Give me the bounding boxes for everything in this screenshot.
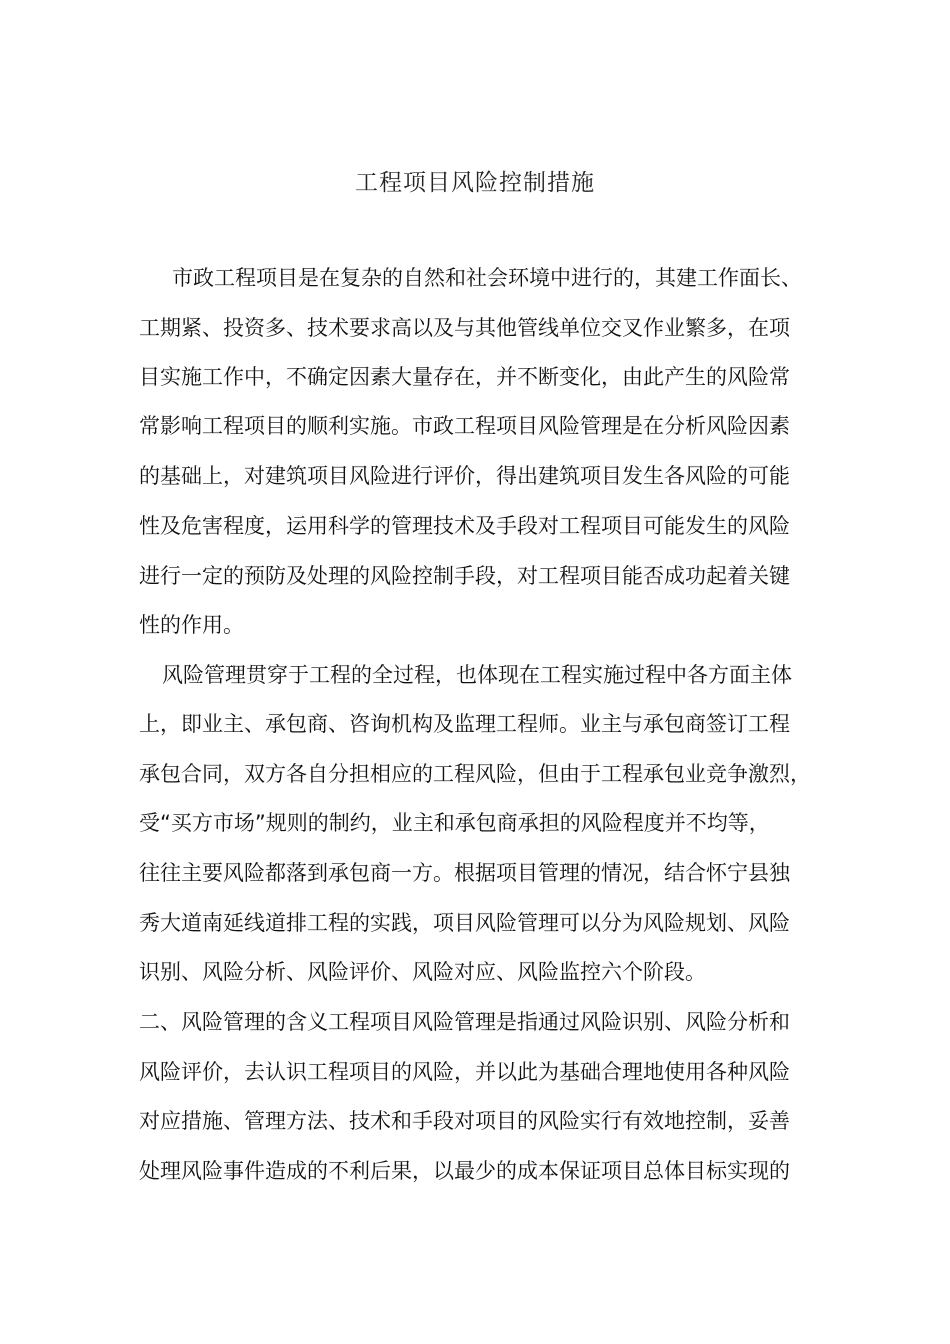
paragraph-1-line-3: 目实施工作中，不确定因素大量存在，并不断变化，由此产生的风险常 bbox=[139, 365, 790, 389]
paragraph-2-line-4: 受“买方市场”规则的制约，业主和承包商承担的风险程度并不均等， bbox=[139, 811, 770, 835]
section-2-line-2: 风险评价，去认识工程项目的风险，并以此为基础合理地使用各种风险 bbox=[139, 1060, 790, 1084]
document-title: 工程项目风险控制措施 bbox=[355, 170, 595, 196]
paragraph-2-line-6: 秀大道南延线道排工程的实践，项目风险管理可以分为风险规划、风险 bbox=[139, 911, 790, 935]
section-2-line-1: 二、风险管理的含义工程项目风险管理是指通过风险识别、风险分析和 bbox=[139, 1010, 790, 1034]
section-2-line-4: 处理风险事件造成的不利后果，以最少的成本保证项目总体目标实现的 bbox=[139, 1159, 790, 1183]
paragraph-1-line-2: 工期紧、投资多、技术要求高以及与其他管线单位交叉作业繁多，在项 bbox=[139, 316, 790, 340]
paragraph-1-line-7: 进行一定的预防及处理的风险控制手段，对工程项目能否成功起着关键 bbox=[139, 564, 790, 588]
paragraph-2-line-7: 识别、风险分析、风险评价、风险对应、风险监控六个阶段。 bbox=[139, 960, 706, 984]
paragraph-2-line-2: 上，即业主、承包商、咨询机构及监理工程师。业主与承包商签订工程 bbox=[139, 712, 790, 736]
paragraph-1-line-6: 性及危害程度，运用科学的管理技术及手段对工程项目可能发生的风险 bbox=[139, 514, 790, 538]
section-2-line-3: 对应措施、管理方法、技术和手段对项目的风险实行有效地控制，妥善 bbox=[139, 1109, 790, 1133]
paragraph-2-line-1: 风险管理贯穿于工程的全过程，也体现在工程实施过程中各方面主体 bbox=[162, 663, 792, 687]
paragraph-1-line-4: 常影响工程项目的顺利实施。市政工程项目风险管理是在分析风险因素 bbox=[139, 414, 790, 438]
paragraph-1-line-1: 市政工程项目是在复杂的自然和社会环境中进行的，其建工作面长、 bbox=[172, 266, 802, 290]
paragraph-1-line-8: 性的作用。 bbox=[139, 613, 244, 637]
paragraph-2-line-5: 往往主要风险都落到承包商一方。根据项目管理的情况，结合怀宁县独 bbox=[139, 861, 790, 885]
paragraph-1-line-5: 的基础上，对建筑项目风险进行评价，得出建筑项目发生各风险的可能 bbox=[139, 464, 790, 488]
paragraph-2-line-3: 承包合同，双方各自分担相应的工程风险，但由于工程承包业竞争激烈， bbox=[139, 762, 811, 786]
